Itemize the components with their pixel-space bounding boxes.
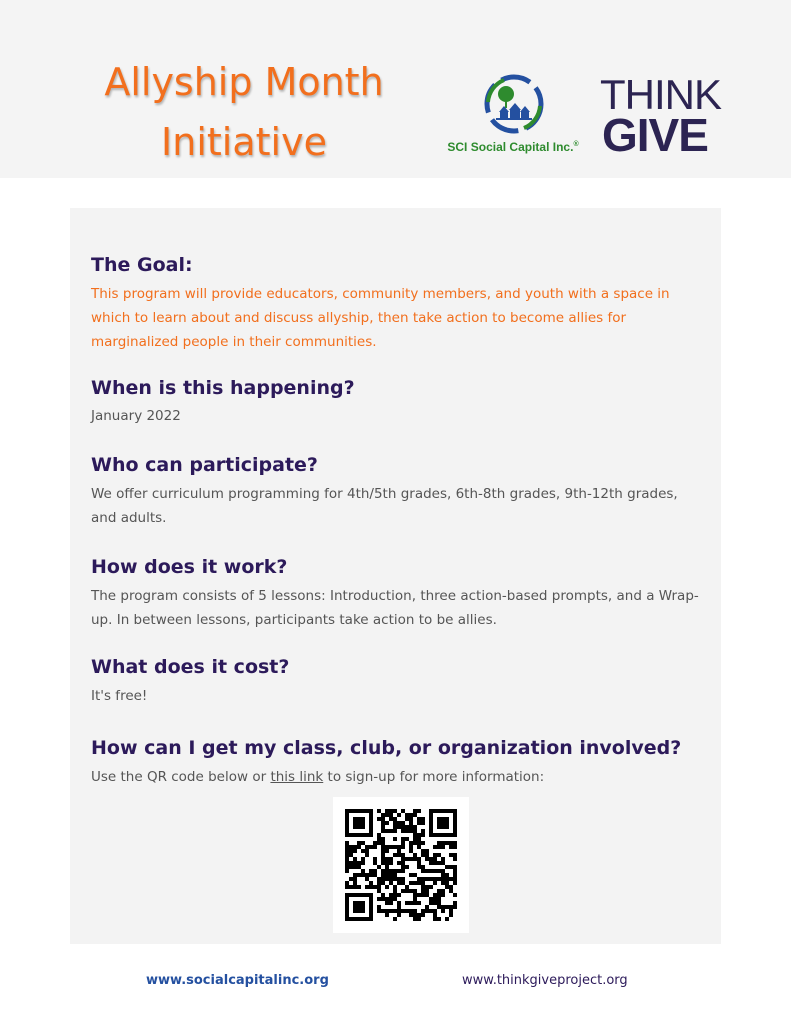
involved-heading: How can I get my class, club, or organization involved?: [91, 737, 682, 759]
signup-link[interactable]: this link: [270, 769, 324, 785]
page-title: [74, 52, 414, 172]
who-heading: Who can participate?: [91, 454, 318, 476]
thinkgive-url[interactable]: www.thinkgiveproject.org: [462, 973, 628, 988]
when-heading: When is this happening?: [91, 377, 355, 399]
qr-code-graphic: [345, 809, 457, 921]
sci-logo: [438, 72, 588, 162]
cost-body: It's free!: [91, 688, 148, 704]
goal-heading: The Goal:: [91, 254, 193, 276]
goal-body: This program will provide educators, community members, and youth with a space in which to learn about and discuss allyship, then take action to become allies for marginalized people in their communities.: [91, 286, 670, 350]
registered-mark: ®: [573, 141, 579, 148]
involved-body-pre: Use the QR code below or: [91, 769, 271, 785]
involved-body: [91, 765, 701, 789]
cost-heading: What does it cost?: [91, 656, 290, 678]
sci-logo-text: [438, 140, 588, 154]
how-heading: How does it work?: [91, 556, 288, 578]
how-body: The program consists of 5 lessons: Introduction, three action-based prompts, and a Wrap-up. In between lessons, participants take action to be allies.: [91, 588, 699, 628]
socialcapital-url[interactable]: www.socialcapitalinc.org: [146, 973, 329, 988]
qr-code[interactable]: [333, 797, 469, 933]
title-line-1: Allyship Month: [104, 60, 384, 104]
who-body: We offer curriculum programming for 4th/5th grades, 6th-8th grades, 9th-12th grades, and adults.: [91, 486, 678, 526]
thinkgive-logo-give: GIVE: [602, 109, 708, 161]
header-banner: [0, 0, 791, 178]
title-line-2: Initiative: [161, 120, 327, 164]
sci-houses-icon: [482, 72, 546, 136]
sci-logo-name: SCI Social Capital Inc.: [447, 140, 574, 154]
thinkgive-logo: [598, 71, 721, 161]
when-body: January 2022: [91, 408, 181, 424]
thinkgive-logo-think: THINK: [600, 71, 721, 118]
involved-body-post: to sign-up for more information:: [323, 769, 545, 785]
